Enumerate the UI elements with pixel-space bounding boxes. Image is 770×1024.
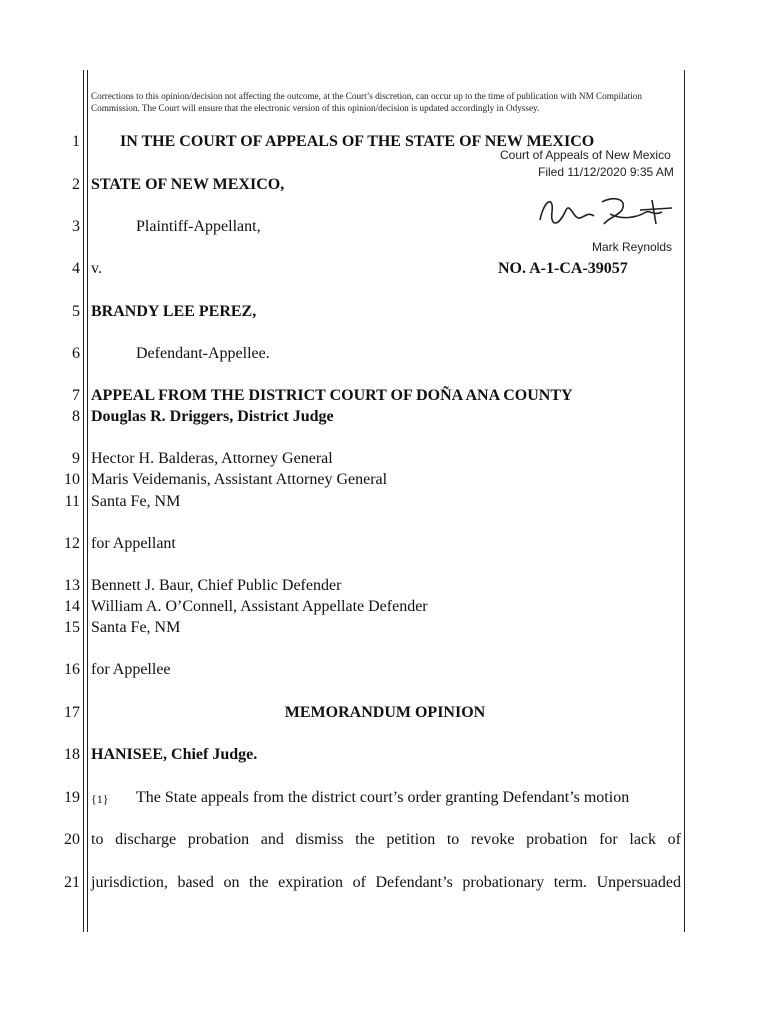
counsel-appellee-line: William A. O’Connell, Assistant Appellate Defender — [91, 598, 428, 615]
plaintiff-name: STATE OF NEW MEXICO, — [91, 176, 285, 193]
line-number: 8 — [72, 408, 80, 425]
line-number: 10 — [64, 471, 80, 488]
line-number: 5 — [72, 303, 80, 320]
line-number: 14 — [64, 598, 80, 615]
counsel-appellee-line: Bennett J. Baur, Chief Public Defender — [91, 577, 342, 594]
opinion-line: jurisdiction, based on the expiration of Defendant’s probationary term. Unpersuaded — [91, 874, 681, 891]
line-number: 13 — [64, 577, 80, 594]
stamp-filed-date: Filed 11/12/2020 9:35 AM — [538, 165, 674, 179]
opinion-author: HANISEE, Chief Judge. — [91, 746, 258, 763]
line-number: 2 — [72, 176, 80, 193]
defendant-name: BRANDY LEE PEREZ, — [91, 303, 257, 320]
line-number: 6 — [72, 345, 80, 362]
line-number: 3 — [72, 218, 80, 235]
left-margin-rule — [83, 70, 84, 932]
appeal-from: APPEAL FROM THE DISTRICT COURT OF DOÑA ANA COUNTY — [91, 387, 573, 404]
line-number: 20 — [64, 831, 80, 848]
for-appellee: for Appellee — [91, 661, 171, 678]
corrections-note: Corrections to this opinion/decision not affecting the outcome, at the Court’s discretion, can occur up to the time of publication with NM Compilation Commission. The Court will ensure that the electronic version of this opinion/decision is updated accordingly in Odyssey. — [91, 91, 642, 113]
line-number: 4 — [72, 260, 80, 277]
line-number: 7 — [72, 387, 80, 404]
defendant-role: Defendant-Appellee. — [136, 345, 270, 362]
counsel-appellee-line: Santa Fe, NM — [91, 619, 181, 636]
district-judge: Douglas R. Driggers, District Judge — [91, 408, 334, 425]
line-number: 21 — [64, 874, 80, 891]
line-number: 12 — [64, 535, 80, 552]
opinion-line: The State appeals from the district court’s order granting Defendant’s motion — [136, 789, 630, 806]
versus: v. — [91, 260, 102, 277]
opinion-line: to discharge probation and dismiss the petition to revoke probation for lack of — [91, 831, 681, 848]
line-number: 1 — [72, 133, 80, 150]
line-number: 16 — [64, 661, 80, 678]
clerk-signature-icon — [532, 190, 682, 240]
counsel-appellant-line: Maris Veidemanis, Assistant Attorney General — [91, 471, 388, 488]
line-number: 19 — [64, 789, 80, 806]
court-title: IN THE COURT OF APPEALS OF THE STATE OF NEW MEXICO — [120, 133, 595, 150]
right-margin-rule — [684, 70, 685, 932]
line-number: 15 — [64, 619, 80, 636]
line-number: 9 — [72, 450, 80, 467]
stamp-court-name: Court of Appeals of New Mexico — [500, 148, 671, 162]
stamp-clerk-name: Mark Reynolds — [592, 240, 673, 254]
line-number: 17 — [64, 704, 80, 721]
for-appellant: for Appellant — [91, 535, 176, 552]
line-number: 18 — [64, 746, 80, 763]
counsel-appellant-line: Hector H. Balderas, Attorney General — [91, 450, 333, 467]
plaintiff-role: Plaintiff-Appellant, — [136, 218, 261, 235]
counsel-appellant-line: Santa Fe, NM — [91, 493, 181, 510]
case-number: NO. A-1-CA-39057 — [498, 260, 628, 277]
opinion-heading: MEMORANDUM OPINION — [284, 704, 486, 721]
paragraph-number: {1} — [91, 792, 109, 806]
line-number: 11 — [64, 493, 80, 510]
left-margin-rule-inner — [87, 70, 88, 932]
